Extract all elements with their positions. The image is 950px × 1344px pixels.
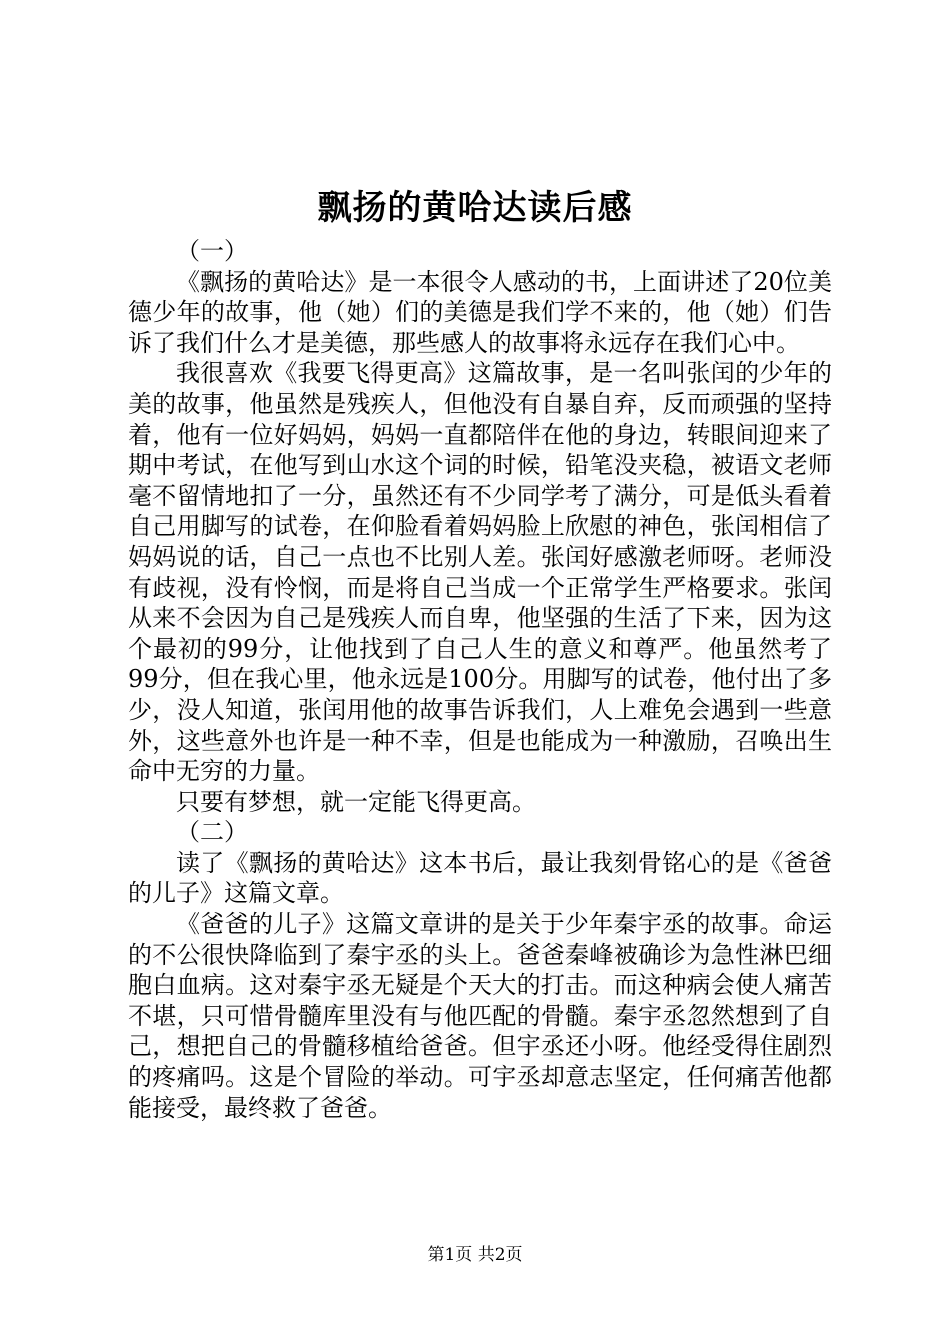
paragraph: 我很喜欢《我要飞得更高》这篇故事，是一名叫张闰的少年的美的故事，他虽然是残疾人，但他没有自暴自弃，反而顽强的坚持着，他有一位好妈妈，妈妈一直都陪伴在他的身边，转眼间迎来了期中考试，在他写到山水这个词的时候，铅笔没夹稳，被语文老师毫不留情地扣了一分，虽然还有不少同学考了满分，可是低头看着自己用脚写的试卷，在仰脸看着妈妈脸上欣慰的神色，张闰相信了妈妈说的话，自己一点也不比别人差。张闰好感激老师呀。老师没有歧视，没有怜悯，而是将自己当成一个正常学生严格要求。张闰从来不会因为自己是残疾人而自卑，他坚强的生活了下来，因为这个最初的99分，让他找到了自己人生的意义和尊严。他虽然考了99分，但在我心里，他永远是100分。用脚写的试卷，他付出了多少，没人知道，张闰用他的故事告诉我们，人上难免会遇到一些意外，这些意外也许是一种不幸，但是也能成为一种激励，召唤出生命中无穷的力量。	[128, 359, 832, 786]
paragraph: 只要有梦想，就一定能飞得更高。	[176, 787, 536, 816]
page-number-footer: 第1页 共2页	[427, 1245, 523, 1265]
section-heading-2: （二）	[176, 818, 248, 847]
paragraph: 《爸爸的儿子》这篇文章讲的是关于少年秦宇丞的故事。命运的不公很快降临到了秦宇丞的头上。爸爸秦峰被确诊为急性淋巴细胞白血病。这对秦宇丞无疑是个天大的打击。而这种病会使人痛苦不堪，只可惜骨髓库里没有与他匹配的骨髓。秦宇丞忽然想到了自己，想把自己的骨髓移植给爸爸。但宇丞还小呀。他经受得住剧烈的疼痛吗。这是个冒险的举动。可宇丞却意志坚定，任何痛苦他都能接受，最终救了爸爸。	[128, 910, 832, 1122]
document-body	[128, 236, 832, 1123]
paragraph: 《飘扬的黄哈达》是一本很令人感动的书，上面讲述了20位美德少年的故事，他（她）们的美德是我们学不来的，他（她）们告诉了我们什么才是美德，那些感人的故事将永远存在我们心中。	[128, 267, 832, 357]
paragraph: 读了《飘扬的黄哈达》这本书后，最让我刻骨铭心的是《爸爸的儿子》这篇文章。	[128, 848, 832, 908]
section-heading-1: （一）	[176, 237, 248, 265]
document-title: 飘扬的黄哈达读后感	[317, 188, 633, 228]
